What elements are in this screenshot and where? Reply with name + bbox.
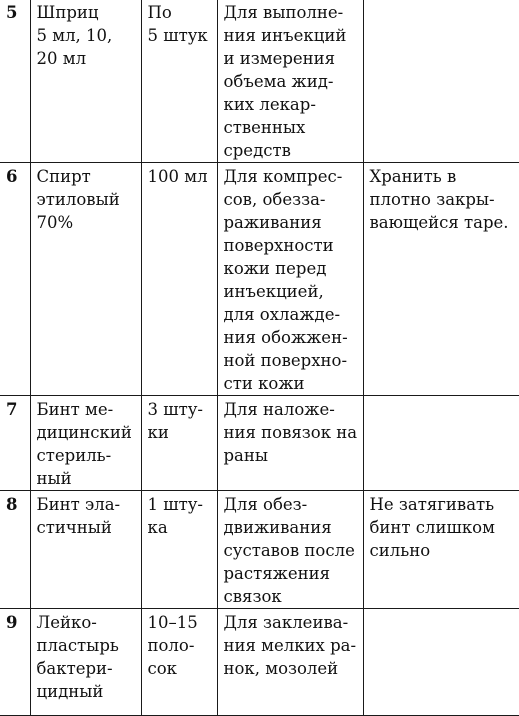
item-name-cell (30, 163, 141, 396)
quantity-line: сок (147, 659, 177, 678)
purpose-cell (217, 491, 363, 609)
purpose-line: суставов после (223, 541, 355, 560)
purpose-line: растяжения (223, 564, 331, 583)
row-number: 5 (0, 0, 30, 163)
quantity-cell (141, 491, 217, 609)
item-name-cell (30, 609, 141, 716)
purpose-cell (217, 609, 363, 716)
purpose-line: Для заклеива- (223, 613, 349, 632)
item-name-line: стичный (36, 518, 112, 537)
table-row (0, 491, 519, 609)
row-number: 9 (0, 609, 30, 716)
table-row (0, 609, 519, 716)
purpose-line: кожи перед (223, 259, 327, 278)
note-line: бинт слишком (369, 518, 495, 537)
quantity-line: ки (147, 423, 169, 442)
purpose-line: нок, мозолей (223, 659, 339, 678)
item-name-line: бактери- (36, 659, 113, 678)
purpose-line: ких лекар- (223, 95, 316, 114)
item-name-line: 70% (36, 213, 74, 232)
table-row (0, 163, 519, 396)
purpose-line: сов, обезза- (223, 190, 326, 209)
item-name-cell (30, 491, 141, 609)
quantity-line: 100 мл (147, 167, 208, 186)
quantity-line: По (147, 3, 172, 22)
row-number: 8 (0, 491, 30, 609)
quantity-line: поло- (147, 636, 195, 655)
note-cell (363, 609, 519, 716)
note-cell (363, 163, 519, 396)
purpose-line: и измерения (223, 49, 336, 68)
quantity-line: 3 шту- (147, 400, 203, 419)
note-line: Не затягивать (369, 495, 495, 514)
purpose-line: инъекцией, (223, 282, 324, 301)
purpose-line: ния мелких ра- (223, 636, 357, 655)
purpose-cell (217, 163, 363, 396)
item-name-line: 5 мл, 10, (36, 26, 113, 45)
item-name-line: пластырь (36, 636, 119, 655)
item-name-line: Бинт ме- (36, 400, 114, 419)
row-number: 7 (0, 396, 30, 491)
purpose-line: средств (223, 141, 291, 160)
item-name-line: Спирт (36, 167, 91, 186)
note-line: плотно закры- (369, 190, 495, 209)
quantity-line: 1 шту- (147, 495, 203, 514)
purpose-cell (217, 396, 363, 491)
purpose-line: раживания (223, 213, 322, 232)
item-name-line: этиловый (36, 190, 120, 209)
quantity-line: 5 штук (147, 26, 208, 45)
purpose-line: раны (223, 446, 269, 465)
item-name-cell (30, 396, 141, 491)
item-name-cell (30, 0, 141, 163)
purpose-line: Для обез- (223, 495, 308, 514)
note-cell (363, 491, 519, 609)
quantity-cell (141, 396, 217, 491)
item-name-line: Шприц (36, 3, 99, 22)
item-name-line: 20 мл (36, 49, 87, 68)
quantity-cell (141, 609, 217, 716)
quantity-cell (141, 0, 217, 163)
note-cell (363, 0, 519, 163)
purpose-line: Для наложе- (223, 400, 335, 419)
item-name-line: стериль- (36, 446, 112, 465)
purpose-line: ния повязок на (223, 423, 358, 442)
purpose-line: ной поверхно- (223, 351, 348, 370)
purpose-cell (217, 0, 363, 163)
purpose-line: Для компрес- (223, 167, 343, 186)
purpose-line: для охлажде- (223, 305, 341, 324)
purpose-line: объема жид- (223, 72, 334, 91)
purpose-line: Для выполне- (223, 3, 344, 22)
purpose-line: движивания (223, 518, 332, 537)
item-name-line: ный (36, 469, 72, 488)
purpose-line: ния обожжен- (223, 328, 348, 347)
note-line: Хранить в (369, 167, 457, 186)
purpose-line: связок (223, 587, 282, 606)
item-name-line: Лейко- (36, 613, 97, 632)
table-row (0, 0, 519, 163)
quantity-cell (141, 163, 217, 396)
purpose-line: поверхности (223, 236, 334, 255)
note-line: вающейся таре. (369, 213, 509, 232)
table-row (0, 396, 519, 491)
quantity-line: ка (147, 518, 168, 537)
note-cell (363, 396, 519, 491)
item-name-line: дицинский (36, 423, 132, 442)
purpose-line: сти кожи (223, 374, 305, 393)
row-number: 6 (0, 163, 30, 396)
purpose-line: ния инъекций (223, 26, 347, 45)
note-line: сильно (369, 541, 431, 560)
quantity-line: 10–15 (147, 613, 198, 632)
item-name-line: цидный (36, 682, 104, 701)
purpose-line: ственных (223, 118, 306, 137)
item-name-line: Бинт эла- (36, 495, 121, 514)
